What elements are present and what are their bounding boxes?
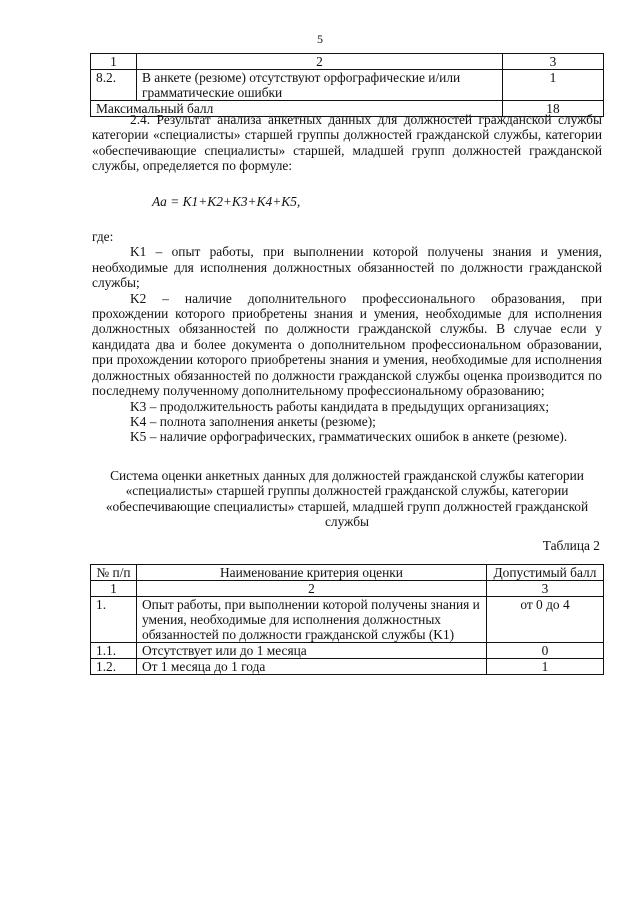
- paragraph-k3: K3 – продолжительность работы кандидата в предыдущих организациях;: [130, 398, 550, 414]
- body-text: [92, 112, 602, 445]
- table-row: [91, 643, 604, 659]
- paragraph-k1: K1 – опыт работы, при выполнении которой получены знания и умения, необходимые для исполнения должностных обязанностей по должности гражданской службы;: [92, 244, 602, 291]
- top-score-table: [90, 53, 604, 117]
- row-score: от 0 до 4: [487, 597, 604, 643]
- paragraph-k5: K5 – наличие орфографических, грамматических ошибок в анкете (резюме).: [130, 429, 568, 445]
- table-header-row: [91, 54, 604, 70]
- row-num: 1.2.: [91, 659, 137, 675]
- row-score: 1: [503, 70, 604, 101]
- header-score: Допустимый балл: [487, 565, 604, 581]
- row-name: От 1 месяца до 1 года: [137, 659, 487, 675]
- table-label: Таблица 2: [542, 538, 600, 553]
- row-score: 0: [487, 643, 604, 659]
- header-name: Наименование критерия оценки: [137, 565, 487, 581]
- page-number: 5: [317, 32, 323, 46]
- header-num: № п/п: [91, 565, 137, 581]
- row-num: 8.2.: [91, 70, 137, 101]
- paragraph-intro: 2.4. Результат анализа анкетных данных для должностей гражданской службы категории «специалисты» старшей группы должностей гражданской службы, категории «обеспечивающие специалисты» старшей, младшей групп должностей гражданской службы, определяется по формуле:: [92, 112, 602, 174]
- row-score: 1: [487, 659, 604, 675]
- table-row: [91, 659, 604, 675]
- table-row: [91, 597, 604, 643]
- row-num: 1.1.: [91, 643, 137, 659]
- table-row: [91, 70, 604, 101]
- row-name: Отсутствует или до 1 месяца: [137, 643, 487, 659]
- table-caption: Система оценки анкетных данных для должностей гражданской службы категории «специалисты» старшей группы должностей гражданской службы, категории «обеспечивающие специалисты» старшей, младшей групп должностей гражданской службы: [105, 468, 589, 530]
- criteria-table: [90, 564, 604, 675]
- criteria-col-number-row: [91, 581, 604, 597]
- paragraph-where: где:: [92, 229, 114, 245]
- row-name: Опыт работы, при выполнении которой получены знания и умения, необходимые для исполнения должностных обязанностей по должности гражданской службы (K1): [137, 597, 487, 643]
- row-num: 1.: [91, 597, 137, 643]
- col-number-1: 1: [91, 54, 137, 70]
- col-number-1: 1: [91, 581, 137, 597]
- col-number-2: 2: [137, 581, 487, 597]
- col-number-2: 2: [137, 54, 503, 70]
- paragraph-k2: K2 – наличие дополнительного профессионального образования, при прохождении которого приобретены знания и умения, необходимые для исполнения должностных обязанностей по должности гражданской службы. В случае если у кандидата два и более документа о дополнительном профессиональном образовании, при прохождении которого приобретены знания и умения, необходимые для исполнения должностных обязанностей по должности гражданской службы оценка производится по последнему полученному дополнительному профессиональному образованию;: [92, 290, 602, 399]
- formula: Aa = K1+K2+K3+K4+K5,: [152, 193, 301, 209]
- total-label: Максимальный балл: [91, 101, 503, 117]
- col-number-3: 3: [503, 54, 604, 70]
- col-number-3: 3: [487, 581, 604, 597]
- row-text: В анкете (резюме) отсутствуют орфографические и/или грамматические ошибки: [137, 70, 503, 101]
- total-score: 18: [503, 101, 604, 117]
- criteria-header-row: [91, 565, 604, 581]
- paragraph-k4: K4 – полнота заполнения анкеты (резюме);: [130, 413, 376, 429]
